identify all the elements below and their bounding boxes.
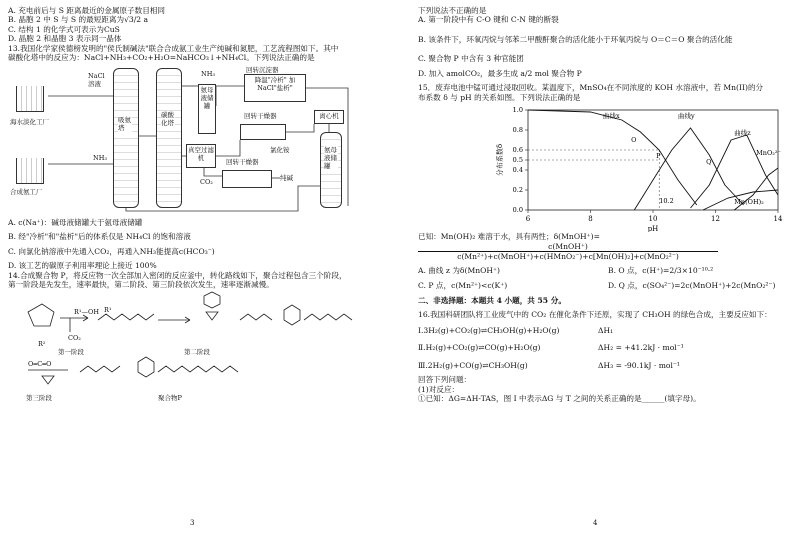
q14-option-d: D. 加入 amolCO₂，最多生成 a/2 mol 聚合物 P: [418, 68, 582, 78]
carbonation-tower-label: 碳酸化塔: [161, 110, 174, 128]
series-line: [634, 128, 743, 210]
reaction-1: [418, 326, 786, 335]
y-tick-label: 0.5: [512, 156, 523, 165]
q16-stem: 16.我国科研团队将工业废气中的 CO₂ 在催化条件下还原，实现了 CH₃OH 的绿色合成，主要反应如下：: [418, 310, 772, 320]
reaction-3-dh: ΔH₃ = -90.1kJ · mol⁻¹: [598, 360, 680, 370]
fraction-denominator: c(Mn²⁺)+c(MnOH⁺)+c(HMnO₂⁻)+c[Mn(OH)₂]+c(MnO₂²⁻): [457, 252, 679, 262]
q15-option-b: B. O 点，c(H⁺)=2/3×10⁻¹⁰·²: [608, 265, 714, 275]
chart-annotation: Q: [706, 158, 712, 167]
q15-stem-1: 15．废弃电池中锰可通过浸取回收。某温度下，MnSO₄在不同浓度的 KOH 水溶液中，若 Mn(II)的分: [418, 83, 764, 93]
polymer-route-diagram: [8, 290, 389, 410]
chart-annotation: MnO₂²⁻: [756, 149, 781, 158]
process-flow-diagram: [8, 66, 389, 216]
soda-label: 纯碱: [280, 173, 293, 182]
settler-label: 回转沉淀器: [246, 65, 279, 74]
page-number-left: 3: [190, 519, 195, 528]
x-axis-label: pH: [647, 225, 659, 233]
y-tick-label: 1.0: [512, 106, 523, 115]
q13-option-a: A. c(Na⁺)：碱母液储罐大于氨母液储罐: [8, 217, 143, 227]
distribution-chart: [418, 102, 786, 232]
sub-question-1-i: ①已知：ΔG=ΔH-TAS，图 I 中表示ΔG 与 T 之间的关系正确的是______(填字母)。: [418, 394, 701, 404]
chart-annotation: O: [631, 136, 637, 145]
right-page: [408, 0, 794, 534]
vacuum-filter-label: 真空过滤机: [188, 145, 214, 163]
chart-annotation: 10.2: [659, 197, 674, 206]
distribution-chart-svg: [418, 102, 788, 232]
q15-options-row-1: [418, 266, 786, 275]
q13-stem-2: 碳酸化塔中的反应为：NaCl+NH₃+CO₂+H₂O=NaHCO₃↓+NH₄Cl。下列说法正确的是: [8, 53, 315, 63]
stage3-label: 第三阶段: [26, 393, 52, 402]
x-tick-label: 6: [525, 215, 531, 224]
fraction: [418, 242, 786, 262]
y-axis-label: 分布系数δ: [496, 144, 504, 177]
reaction-3-equation: Ⅲ.2H₂(g)+CO(g)⇌CH₃OH(g): [418, 360, 528, 370]
mother-tank-2-label: 氨母液储罐: [324, 145, 337, 171]
x-tick-label: 12: [711, 215, 720, 224]
prev-option-c: C. 结构 1 的化学式可表示为CuS: [8, 24, 120, 34]
prev-option-b: B. 晶胞 2 中 S 与 S 的最短距离为√3/2 a: [8, 15, 149, 25]
section-2-heading: 二、非选择题：本题共 4 小题，共 55 分。: [418, 295, 566, 305]
y-tick-label: 0.0: [512, 206, 523, 215]
q15-option-a: A. 曲线 z 为δ(MnOH⁺): [418, 265, 500, 275]
y-tick-label: 0.6: [512, 146, 523, 155]
dryer-label-bottom: 回转干燥器: [226, 157, 259, 166]
r1-label: R¹: [104, 305, 112, 314]
reaction-2: [418, 343, 786, 352]
mother-tank-label: 氨母液储罐: [200, 85, 214, 111]
q13-option-b: B. 经"冷析"和"盐析"后的体系仅是 NH₄Cl 的饱和溶液: [8, 232, 191, 242]
centrifuge-label: 离心机: [319, 111, 339, 120]
y-tick-label: 0.2: [512, 186, 523, 195]
r1oh-label: R¹—OH: [74, 307, 99, 316]
chart-annotation: P: [656, 152, 661, 161]
x-tick-label: 14: [773, 215, 783, 224]
q14-option-a: A. 第一阶段中有 C-O 键和 C-N 键的断裂: [418, 15, 559, 25]
x-tick-label: 8: [588, 215, 593, 224]
series-line: [528, 110, 697, 205]
ammonium-chloride-label: 氯化铵: [270, 145, 290, 154]
cooling-label: 降温"冷析" 加NaCl"盐析": [254, 75, 296, 93]
nh3-top-label: NH₃: [201, 69, 215, 78]
flow-lines: [8, 66, 389, 216]
co2-byproduct-label: CO₂: [68, 333, 81, 342]
reaction-3: [418, 361, 786, 370]
chart-annotation: 曲线x: [603, 112, 620, 121]
x-tick-label: 10: [648, 215, 658, 224]
ammonia-plant-label: 合成氨工厂: [10, 187, 43, 196]
chart-annotation: 曲线z: [734, 129, 751, 138]
q15-options-row-2: [418, 281, 786, 290]
chart-annotation: Mn(OH)₂: [734, 198, 764, 207]
q15-option-c: C. P 点，c(Mn²⁺)<c(K⁺): [418, 281, 508, 291]
q13-stem-1: 13.我国化学家侯德榜发明的"侯氏制碱法"联合合成氨工业生产纯碱和氮肥，工艺流程图如下。其中: [8, 43, 339, 53]
stage1-label: 第一阶段: [58, 347, 84, 356]
q15-stem-2: 布系数 δ 与 pH 的关系如图。下列说法正确的是: [418, 92, 581, 102]
q15-option-d: D. Q 点，c(SO₄²⁻)=2c(MnOH⁺)+2c(MnO₂²⁻): [608, 281, 776, 291]
prev-option-d: D. 晶胞 2 和晶胞 3 表示同一晶体: [8, 34, 122, 44]
nh3-left-label: NH₃: [93, 153, 107, 162]
q14-option-b: B. 该条件下，环氧丙烷与邻苯二甲酸酐聚合的活化能小于环氧丙烷与 O＝C＝O 聚合的活化能: [418, 34, 733, 44]
chart-annotation: 曲线y: [678, 112, 695, 121]
sub-question-1: (1)对反应：: [418, 384, 460, 394]
reaction-1-equation: Ⅰ.3H₂(g)+CO₂(g)⇌CH₃OH(g)+H₂O(g): [418, 325, 560, 335]
y-tick-label: 0.8: [512, 126, 523, 135]
q13-option-c: C. 向氯化钠溶液中先通入CO₂，再通入NH₃能提高c(HCO₃⁻): [8, 246, 215, 256]
dryer-label-top: 回转干燥器: [244, 111, 277, 120]
q14-option-c: C. 聚合物 P 中含有 3 种官能团: [418, 54, 524, 64]
q15-note: 已知：Mn(OH)₂ 难溶于水，具有两性；δ(MnOH⁺)=: [418, 232, 600, 242]
page-number-right: 4: [593, 519, 598, 528]
stage2-label: 第二阶段: [184, 347, 210, 356]
polymer-p-label: 聚合物P: [158, 393, 182, 402]
reaction-1-dh: ΔH₁: [598, 325, 614, 335]
r2-label: R²: [38, 339, 46, 348]
y-tick-label: 0.4: [512, 166, 523, 175]
q14-lead: 下列说法不正确的是: [418, 6, 487, 15]
fraction-numerator: c(MnOH⁺): [548, 241, 588, 251]
q13-option-d: D. 该工艺的碳原子利用率理论上接近 100%: [8, 261, 157, 271]
absorb-tower-label: 吸氨塔: [118, 115, 131, 133]
ocoo-label: O═C═O: [28, 359, 52, 368]
reaction-2-equation: Ⅱ.H₂(g)+CO₂(g)⇌CO(g)+H₂O(g): [418, 343, 541, 353]
prev-option-a: A. 充电前后与 S 距离最近的金属原子数目相同: [8, 6, 166, 15]
q14-stem-2: 第一阶段是先发生，速率最快，第二阶段、第三阶段依次发生，速率逐渐减慢。: [8, 280, 274, 290]
co2-label: CO₂: [200, 177, 213, 186]
answer-lead: 回答下列问题：: [418, 375, 472, 385]
reaction-2-dh: ΔH₂ = +41.2kJ · mol⁻¹: [598, 343, 684, 353]
q14-stem-1: 14.合成聚合物 P，将反应物一次全部加入密闭的反应釜中，转化路线如下，聚合过程包含三个阶段，: [8, 270, 347, 280]
seawater-plant-label: 海水淡化工厂: [10, 117, 49, 126]
nacl-label: NaCl 溶液: [88, 71, 105, 89]
